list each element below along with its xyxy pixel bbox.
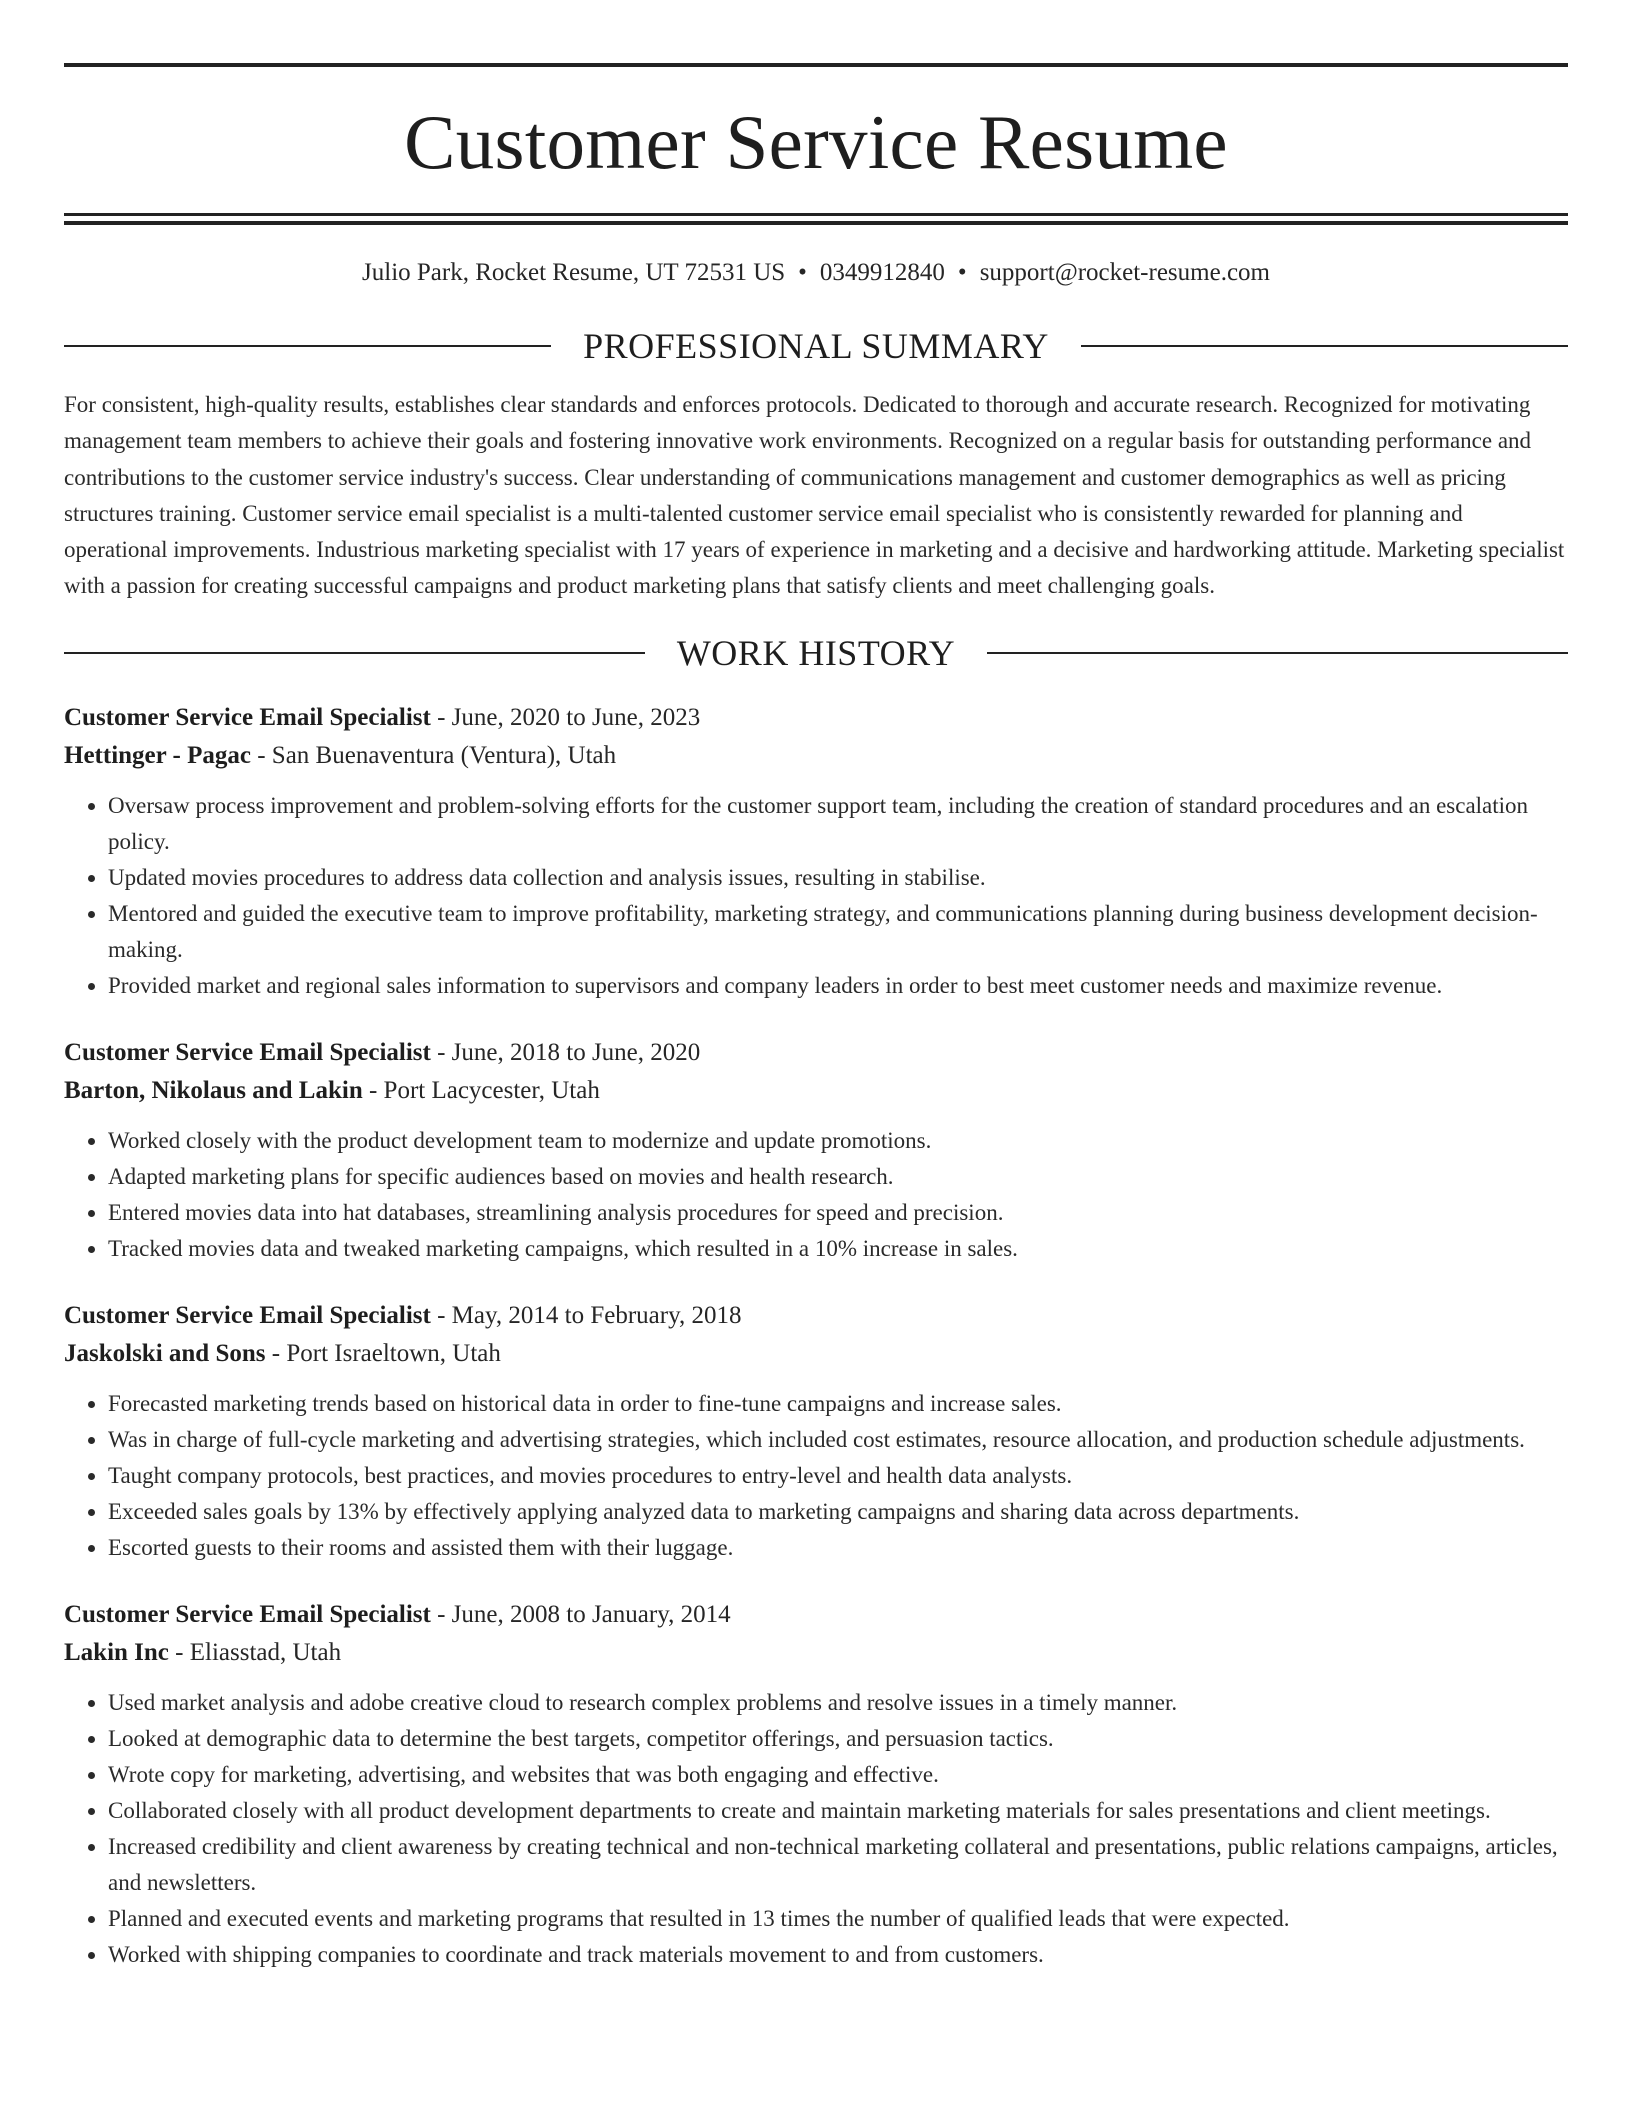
work-history-heading bbox=[64, 633, 1568, 673]
bullet-item: • Updated movies procedures to address data collection and analysis issues, resulting in stabilise. bbox=[108, 860, 1568, 896]
work-history-list bbox=[64, 699, 1568, 1973]
bullet-item: • Entered movies data into hat databases, streamlining analysis procedures for speed and precision. bbox=[108, 1195, 1568, 1231]
job-dates: - June, 2018 to June, 2020 bbox=[430, 1038, 701, 1066]
job-company: Jaskolski and Sons bbox=[64, 1339, 266, 1367]
title-double-rule bbox=[64, 213, 1568, 225]
job-company-line bbox=[64, 1335, 1568, 1373]
job-title-line bbox=[64, 1034, 1568, 1072]
job-title: Customer Service Email Specialist bbox=[64, 1600, 431, 1628]
bullet-item: • Mentored and guided the executive team to improve profitability, marketing strategy, and communications planning during business development decision-making. bbox=[108, 896, 1568, 968]
contact-separator: • bbox=[798, 259, 807, 286]
job-location: - San Buenaventura (Ventura), Utah bbox=[250, 741, 617, 769]
top-rule bbox=[64, 63, 1568, 67]
heading-rule-right bbox=[987, 652, 1568, 654]
document-title: Customer Service Resume bbox=[404, 99, 1228, 185]
bullet-item: • Tracked movies data and tweaked marketing campaigns, which resulted in a 10% increase in sales. bbox=[108, 1231, 1568, 1267]
job-entry bbox=[64, 1297, 1568, 1566]
job-location: - Eliasstad, Utah bbox=[168, 1638, 342, 1666]
bullet-item: • Exceeded sales goals by 13% by effectively applying analyzed data to marketing campaigns and sharing data across departments. bbox=[108, 1494, 1568, 1530]
job-title-line bbox=[64, 1297, 1568, 1335]
job-entry bbox=[64, 699, 1568, 1004]
bullet-item: • Collaborated closely with all product development departments to create and maintain marketing materials for sales presentations and client meetings. bbox=[108, 1793, 1568, 1829]
bullet-item: • Increased credibility and client awareness by creating technical and non-technical marketing collateral and presentations, public relations campaigns, articles, and newsletters. bbox=[108, 1829, 1568, 1901]
job-company: Barton, Nikolaus and Lakin bbox=[64, 1076, 363, 1104]
bullet-item: • Worked closely with the product development team to modernize and update promotions. bbox=[108, 1123, 1568, 1159]
summary-heading-label: PROFESSIONAL SUMMARY bbox=[583, 326, 1049, 366]
job-entry bbox=[64, 1034, 1568, 1267]
bullet-item: • Provided market and regional sales information to supervisors and company leaders in order to best meet customer needs and maximize revenue. bbox=[108, 968, 1568, 1004]
bullet-item: • Escorted guests to their rooms and assisted them with their luggage. bbox=[108, 1530, 1568, 1566]
job-company-line bbox=[64, 737, 1568, 775]
job-bullets bbox=[64, 1685, 1568, 1973]
job-location: - Port Israeltown, Utah bbox=[265, 1339, 501, 1367]
job-dates: - May, 2014 to February, 2018 bbox=[430, 1301, 742, 1329]
heading-rule-left bbox=[64, 652, 645, 654]
bullet-item: • Wrote copy for marketing, advertising, and websites that was both engaging and effective. bbox=[108, 1757, 1568, 1793]
contact-line bbox=[64, 258, 1568, 288]
work-history-heading-label: WORK HISTORY bbox=[676, 632, 956, 673]
contact-separator: • bbox=[957, 259, 967, 286]
job-entry bbox=[64, 1596, 1568, 1973]
bullet-item: • Adapted marketing plans for specific audiences based on movies and health research. bbox=[108, 1159, 1568, 1195]
job-company-line bbox=[64, 1072, 1568, 1110]
job-dates: - June, 2020 to June, 2023 bbox=[430, 703, 701, 731]
job-company: Lakin Inc bbox=[64, 1638, 169, 1666]
bullet-item: • Planned and executed events and marketing programs that resulted in 13 times the number of qualified leads that were expected. bbox=[108, 1901, 1568, 1937]
job-company: Hettinger - Pagac bbox=[64, 741, 251, 769]
resume-page bbox=[64, 0, 1568, 1973]
job-title-line bbox=[64, 699, 1568, 737]
bullet-item: • Used market analysis and adobe creative cloud to research complex problems and resolve issues in a timely manner. bbox=[108, 1685, 1568, 1721]
bullet-item: • Worked with shipping companies to coordinate and track materials movement to and from customers. bbox=[108, 1937, 1568, 1973]
job-title: Customer Service Email Specialist bbox=[64, 1038, 431, 1066]
job-location: - Port Lacycester, Utah bbox=[362, 1076, 600, 1104]
contact-phone: 0349912840 bbox=[819, 259, 945, 286]
bullet-item: • Oversaw process improvement and problem-solving efforts for the customer support team, including the creation of standard procedures and an escalation policy. bbox=[108, 788, 1568, 860]
bullet-item: • Looked at demographic data to determine the best targets, competitor offerings, and persuasion tactics. bbox=[108, 1721, 1568, 1757]
job-bullets bbox=[64, 1386, 1568, 1566]
job-dates: - June, 2008 to January, 2014 bbox=[430, 1600, 731, 1628]
job-bullets bbox=[64, 1123, 1568, 1267]
job-title: Customer Service Email Specialist bbox=[64, 1301, 431, 1329]
summary-text: For consistent, high-quality results, establishes clear standards and enforces protocols. Dedicated to thorough and accurate research. Recognized for motivating management team members to achieve their goals and fostering innovative work environments. Recognized on a regular basis for outstanding performance and contributions to the customer service industry's success. Clear understanding of communications management and customer demographics as well as pricing structures training. Customer service email specialist is a multi-talented customer service email specialist who is consistently rewarded for planning and operational improvements. Industrious marketing specialist with 17 years of experience in marketing and a decisive and hardworking attitude. Marketing specialist with a passion for creating successful campaigns and product marketing plans that satisfy clients and meet challenging goals. bbox=[64, 392, 1565, 599]
bullet-item: • Was in charge of full-cycle marketing and advertising strategies, which included cost estimates, resource allocation, and production schedule adjustments. bbox=[108, 1422, 1568, 1458]
job-title-line bbox=[64, 1596, 1568, 1634]
contact-email: support@rocket-resume.com bbox=[979, 259, 1270, 286]
summary-heading bbox=[64, 326, 1568, 366]
job-company-line bbox=[64, 1634, 1568, 1672]
bullet-item: • Taught company protocols, best practices, and movies procedures to entry-level and health data analysts. bbox=[108, 1458, 1568, 1494]
heading-rule-right bbox=[1081, 345, 1568, 347]
job-title: Customer Service Email Specialist bbox=[64, 703, 431, 731]
job-bullets bbox=[64, 788, 1568, 1004]
bullet-item: • Forecasted marketing trends based on historical data in order to fine-tune campaigns and increase sales. bbox=[108, 1386, 1568, 1422]
heading-rule-left bbox=[64, 345, 551, 347]
contact-address: Julio Park, Rocket Resume, UT 72531 US bbox=[362, 259, 786, 286]
